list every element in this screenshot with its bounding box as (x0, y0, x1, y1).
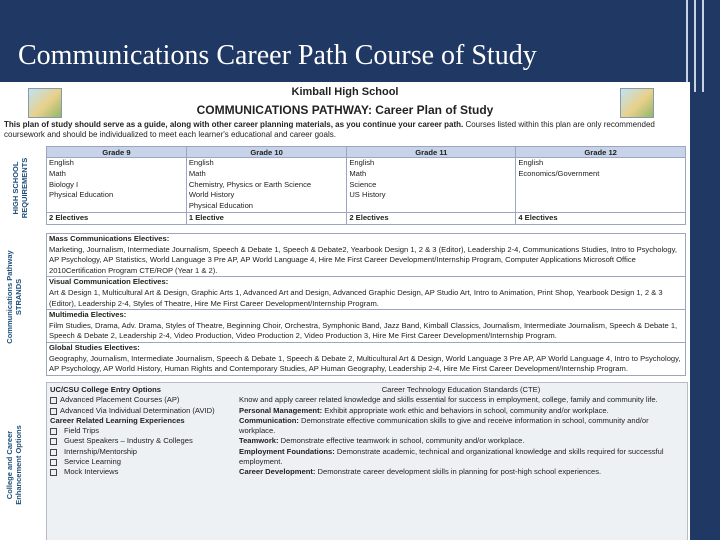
options-column (50, 385, 236, 478)
option-item (50, 447, 236, 457)
table-cell: Biology I (47, 180, 187, 191)
table-row (47, 190, 686, 201)
strand-courses: Art & Design 1, Multicultural Art & Design, Graphic Arts 1, Advanced Art and Design, Advanced Graphic Design, AP Studio Art, Intro to Animation, Print Shop, Yearbook Design 1, 2 & 3 (Editor), Leadership 2-4, Styles of Theatre, Hire Me First Career Development/Internship Program. (49, 287, 663, 308)
decorative-line (694, 0, 696, 92)
cte-item-label: Employment Foundations: (239, 446, 335, 456)
strands-box (46, 233, 686, 376)
option-label: Advanced Placement Courses (AP) (60, 395, 180, 405)
decorative-line (686, 0, 688, 92)
option-item (50, 467, 236, 477)
cte-item-text: Demonstrate academic, technical and organizational knowledge and skills required for successful employment. (239, 446, 664, 467)
strand-heading: Mass Communications Electives: (49, 234, 170, 243)
cte-item (239, 406, 683, 416)
electives-cell: 2 Electives (47, 212, 187, 224)
strand-courses: Marketing, Journalism, Intermediate Journalism, Speech & Debate 1, Speech & Debate2, Yearbook Design 1, 2 & 3 (Editor), Leadership 2-4, Communications Studies, Intro to Psychology, AP Psychology, AP Statistics, World Language 3 Pre AP, AP World Language 4, Hire Me First Career Development/Internship Program, Computer Applications Microsoft Office 2010Certification Program CTE/ROP (Year 1 & 2). (49, 244, 677, 275)
electives-row (47, 212, 686, 224)
checkbox-icon (50, 459, 57, 466)
enhancement-options-box (46, 382, 688, 540)
table-cell: Physical Education (186, 201, 346, 212)
electives-cell: 1 Elective (186, 212, 346, 224)
cte-intro: Know and apply career related knowledge and skills essential for success in employment, college, family and community life. (239, 395, 658, 405)
cte-item-label: Communication: (239, 415, 299, 425)
side-label-enhancement: College and Career Enhancement Options (5, 425, 23, 505)
table-cell: Physical Education (47, 190, 187, 201)
checkbox-icon (50, 428, 57, 435)
table-row (47, 201, 686, 212)
cte-item-text: Exhibit appropriate work ethic and behaviors in school, community and/or workplace. (322, 405, 609, 415)
table-cell: US History (347, 190, 516, 201)
table-cell: Math (47, 169, 187, 180)
strand-courses: Film Studies, Drama, Adv. Drama, Styles of Theatre, Beginning Choir, Orchestra, Symphonic Band, Jazz Band, Kimball Classics, Journalism, Intermediate Journalism, Speech & Debate 1, Speech & Debate 2, Leadership 2-4, Video Production, Video Production 2, Video Production 3, Hire Me First Career Development/Internship Program. (49, 320, 678, 341)
electives-cell: 4 Electives (516, 212, 686, 224)
cte-item-label: Personal Management: (239, 405, 323, 415)
strand-multimedia (47, 310, 685, 343)
table-cell: English (186, 158, 346, 169)
option-label: Internship/Mentorship (64, 446, 138, 456)
slide-title: Communications Career Path Course of Study (18, 40, 537, 71)
strand-heading: Multimedia Electives: (49, 310, 127, 320)
cte-item-text: Demonstrate effective communication skills to give and receive information in school, community and/or workplace. (239, 415, 649, 436)
grade-header: Grade 12 (516, 147, 686, 158)
table-cell (516, 180, 686, 191)
option-label: Mock Interviews (64, 467, 119, 477)
intro-rest: Courses listed within this plan are only recommended coursework and should be individualized to meet each learner's educational and career goals. (4, 120, 655, 139)
strand-visual-communication (47, 277, 685, 310)
cte-item (239, 467, 683, 477)
table-row (47, 158, 686, 169)
table-cell: Chemistry, Physics or Earth Science (186, 180, 346, 191)
cte-title: Career Technology Education Standards (CTE) (381, 385, 541, 394)
intro-text (4, 120, 686, 140)
table-cell (516, 190, 686, 201)
table-cell: Math (186, 169, 346, 180)
table-cell (516, 201, 686, 212)
grades-table (46, 146, 686, 225)
decorative-line (702, 0, 704, 92)
table-cell: Economics/Government (516, 169, 686, 180)
strand-heading: Global Studies Electives: (49, 342, 140, 352)
table-cell: English (347, 158, 516, 169)
checkbox-icon (50, 408, 57, 415)
pathway-title: COMMUNICATIONS PATHWAY: Career Plan of Study (196, 103, 494, 117)
option-item (50, 436, 236, 446)
cte-item (239, 447, 683, 468)
side-label-requirements: HIGH SCHOOL REQUIREMENTS (11, 157, 29, 219)
table-cell: Science (347, 180, 516, 191)
electives-cell: 2 Electives (347, 212, 516, 224)
option-item (50, 406, 236, 416)
option-item (50, 395, 236, 405)
table-cell: English (516, 158, 686, 169)
intro-bold: This plan of study should serve as a guide, along with other career planning materials, as you continue your career path. (4, 120, 464, 129)
checkbox-icon (50, 449, 57, 456)
cte-item-text: Demonstrate effective teamwork in school, community and/or workplace. (278, 436, 525, 446)
option-item (50, 426, 236, 436)
cte-item-text: Demonstrate career development skills in planning for post-high school experiences. (315, 467, 602, 477)
strand-heading: Visual Communication Electives: (49, 277, 169, 287)
table-row (47, 169, 686, 180)
option-label: Field Trips (64, 426, 100, 436)
grades-header-row (47, 147, 686, 158)
table-cell (47, 201, 187, 212)
option-item (50, 457, 236, 467)
checkbox-icon (50, 397, 57, 404)
table-row (47, 180, 686, 191)
course-plan-document (0, 82, 690, 540)
grade-header: Grade 10 (186, 147, 346, 158)
grade-header: Grade 11 (347, 147, 516, 158)
cte-item-label: Career Development: (239, 467, 316, 477)
cte-column (239, 385, 683, 478)
career-experiences-heading: Career Related Learning Experiences (50, 415, 185, 425)
checkbox-icon (50, 469, 57, 476)
table-cell (347, 201, 516, 212)
strand-global-studies (47, 343, 685, 375)
option-label: Guest Speakers – Industry & Colleges (64, 436, 193, 446)
cte-item-label: Teamwork: (239, 436, 279, 446)
checkbox-icon (50, 438, 57, 445)
table-cell: Math (347, 169, 516, 180)
side-label-strands: Communications Pathway STRANDS (5, 250, 23, 344)
grade-header: Grade 9 (47, 147, 187, 158)
option-label: Service Learning (64, 457, 121, 467)
strand-courses: Geography, Journalism, Intermediate Journalism, Speech & Debate 1, Speech & Debate 2, Multicultural Art & Design, World Language 3 Pre AP, AP World Language 4, Intro to Psychology, AP Psychology, AP World History, Human Rights and Contemporary Studies, AP Human Geography, Leadership 2-4, Hire Me First Career Development/Internship Program. (49, 353, 681, 374)
school-name: Kimball High School (291, 86, 399, 98)
option-label: Advanced Via Individual Determination (AVID) (60, 405, 215, 415)
college-options-heading: UC/CSU College Entry Options (50, 385, 161, 394)
cte-item (239, 436, 683, 446)
table-cell: English (47, 158, 187, 169)
table-cell: World History (186, 190, 346, 201)
cte-item (239, 416, 683, 437)
strand-mass-communications (47, 234, 685, 277)
